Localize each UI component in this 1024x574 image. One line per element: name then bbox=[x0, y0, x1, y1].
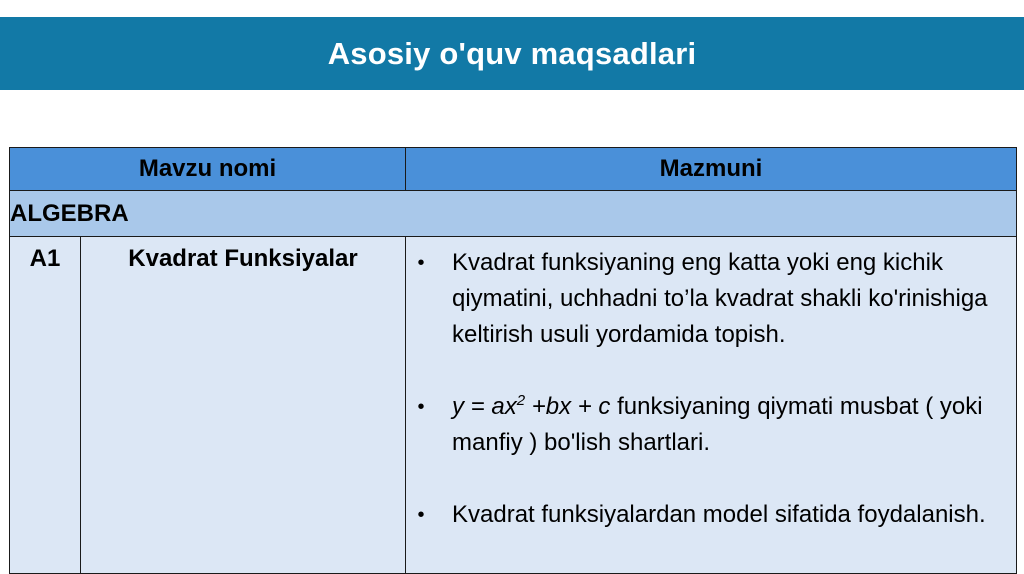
formula-exponent: 2 bbox=[516, 392, 526, 409]
learning-objectives-table bbox=[9, 147, 1017, 574]
list-item bbox=[406, 245, 1012, 353]
section-row bbox=[10, 191, 1017, 237]
list-item bbox=[406, 389, 1012, 461]
list-item bbox=[406, 497, 1012, 533]
bullet-icon: • bbox=[417, 252, 425, 274]
header-content: Mazmuni bbox=[406, 148, 1017, 191]
table-row bbox=[10, 237, 1017, 574]
header-topic-name: Mavzu nomi bbox=[10, 148, 406, 191]
bullet-icon: • bbox=[417, 396, 425, 418]
title-bar bbox=[0, 17, 1024, 90]
formula-prefix: y = ax bbox=[452, 393, 517, 420]
table-header-row bbox=[10, 148, 1017, 191]
formula-suffix: +bx + c bbox=[525, 393, 611, 420]
section-label: ALGEBRA bbox=[10, 191, 1017, 237]
topic-code: A1 bbox=[10, 237, 81, 574]
bullet-icon: • bbox=[417, 504, 425, 526]
topic-name: Kvadrat Funksiyalar bbox=[81, 237, 406, 574]
bullet-text: Kvadrat funksiyalardan model sifatida foydalanish. bbox=[452, 501, 986, 528]
quadratic-formula bbox=[452, 393, 610, 420]
topic-content bbox=[406, 237, 1017, 574]
bullet-text: Kvadrat funksiyaning eng katta yoki eng kichik qiymatini, uchhadni to’la kvadrat shakli ko'rinishiga keltirish usuli yordamida topish. bbox=[452, 249, 988, 348]
slide-title: Asosiy o'quv maqsadlari bbox=[327, 35, 697, 71]
bullet-text: funksiyaning qiymati musbat ( yoki manfiy ) bo'lish shartlari. bbox=[452, 393, 983, 456]
content-bullet-list bbox=[406, 245, 1012, 533]
